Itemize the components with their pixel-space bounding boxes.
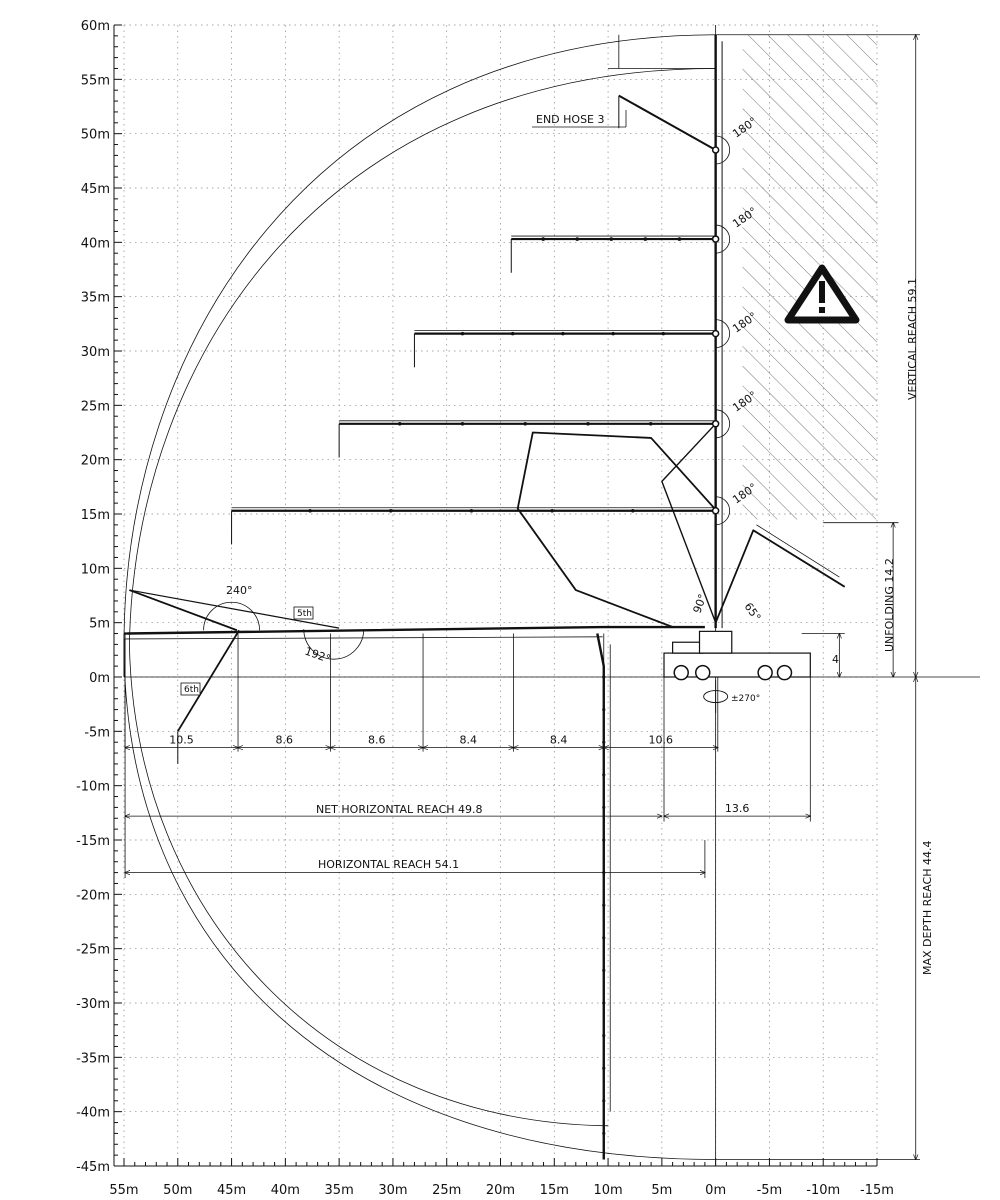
boom-rear-unfold	[716, 530, 845, 622]
boom-joint	[586, 422, 590, 426]
boom-horizontal-4m	[124, 627, 705, 634]
boom-joint	[611, 332, 615, 336]
y-tick-label: 55m	[80, 73, 110, 89]
angle-arc-240	[204, 602, 260, 630]
mast-joint	[713, 236, 719, 242]
angle-180-top: 180°	[730, 114, 760, 141]
y-tick-label: -30m	[76, 997, 110, 1012]
y-tick-label: -10m	[76, 779, 110, 795]
vertical-reach-label: VERTICAL REACH 59.1	[906, 278, 919, 400]
angle-180-31m: 180°	[730, 309, 760, 336]
boom-rear-unfold-edge	[757, 525, 840, 577]
truck-cab	[673, 642, 703, 653]
x-tick-label: 0m	[705, 1183, 727, 1198]
x-tick-label: 50m	[163, 1183, 193, 1198]
boom-joint	[649, 422, 653, 426]
truck-wheel	[777, 666, 791, 680]
y-tick-label: 45m	[80, 182, 110, 197]
y-tick-label: -45m	[76, 1160, 110, 1175]
segment-value-label: 8.6	[275, 733, 294, 747]
outer-reach-arc	[124, 35, 716, 1160]
y-tick-label: -20m	[76, 888, 110, 904]
horizontal-reach-label: HORIZONTAL REACH 54.1	[318, 858, 460, 871]
x-tick-label: 10m	[593, 1183, 623, 1198]
x-tick-label: 5m	[651, 1183, 673, 1198]
truck-wheel	[696, 666, 710, 680]
boom-top-fold	[619, 96, 716, 150]
section-6th-label: 6th	[184, 685, 199, 695]
boom-joint	[602, 1034, 605, 1037]
x-tick-label: -15m	[860, 1183, 894, 1198]
boom-joint	[602, 838, 605, 841]
boom-joint	[602, 806, 605, 809]
truck-length-value: 13.6	[724, 802, 750, 816]
boom-joint	[561, 332, 565, 336]
boom-joint	[308, 509, 312, 513]
y-tick-label: 40m	[80, 236, 110, 252]
boom-joint	[609, 237, 613, 241]
mast-joint	[713, 508, 719, 514]
mast-joint	[713, 421, 719, 427]
section-5th-label: 5th	[297, 609, 312, 619]
boom-joint	[511, 332, 515, 336]
y-tick-label: 60m	[80, 19, 110, 34]
boom-joint	[602, 1099, 605, 1102]
max-depth-reach-label: MAX DEPTH REACH 44.4	[921, 840, 934, 975]
boom-joint	[602, 1001, 605, 1004]
y-tick-label: -5m	[84, 725, 110, 741]
boom-joint	[470, 509, 474, 513]
truck-wheel	[674, 666, 688, 680]
y-tick-label: 30m	[80, 345, 110, 360]
y-tick-label: -35m	[76, 1051, 110, 1067]
boom-joint	[523, 422, 527, 426]
angle-192: 192°	[302, 644, 333, 666]
angle-65: 65°	[741, 600, 764, 624]
boom-joint	[602, 1067, 605, 1070]
x-tick-label: -5m	[756, 1183, 783, 1198]
x-tick-label: 55m	[109, 1183, 139, 1198]
boom-folded-inner	[662, 424, 716, 623]
truck-turret	[700, 631, 732, 653]
boom-joint	[602, 904, 605, 907]
x-tick-label: 15m	[539, 1183, 569, 1198]
segment-value-label: 8.6	[368, 733, 386, 747]
y-tick-label: 50m	[80, 127, 110, 143]
boom-joint	[541, 237, 545, 241]
x-tick-label: 35m	[324, 1183, 354, 1198]
x-tick-label: 20m	[485, 1183, 516, 1198]
boom-joint	[602, 969, 605, 972]
mast-joint	[713, 147, 719, 153]
boom-joint	[644, 237, 648, 241]
y-tick-label: 5m	[89, 616, 110, 632]
angle-180-15m: 180°	[730, 480, 760, 507]
boom-horizontal-4m-edge	[124, 637, 603, 639]
boom-5th-angled	[129, 590, 237, 630]
end-hose-label: END HOSE 3	[536, 113, 605, 126]
truck-wheel	[758, 666, 772, 680]
y-tick-label: 35m	[80, 290, 110, 306]
boom-joint	[678, 237, 682, 241]
y-tick-label: 20m	[80, 453, 110, 469]
net-horizontal-reach-label: NET HORIZONTAL REACH 49.8	[316, 803, 483, 816]
boom-joint	[661, 332, 665, 336]
boom-joint	[461, 422, 465, 426]
angle-90: 90°	[690, 592, 710, 616]
hatched-wall-area	[743, 35, 877, 520]
segment-value-label: 8.4	[459, 733, 477, 747]
angle-180-40m: 180°	[730, 204, 760, 231]
height-4-label: 4	[832, 653, 839, 666]
angle-240: 240°	[226, 584, 253, 597]
x-tick-label: 25m	[432, 1183, 462, 1198]
y-tick-label: -15m	[76, 834, 110, 849]
segment-value-label: 10.5	[169, 733, 194, 747]
unfolding-label: UNFOLDING 14.2	[883, 558, 896, 652]
boom-vertical-down	[597, 634, 603, 1160]
rotation-label: ±270°	[731, 694, 761, 704]
boom-joint	[631, 509, 635, 513]
inner-reach-arc	[129, 68, 715, 1125]
reach-envelope-arcs	[124, 35, 716, 1160]
boom-positions	[124, 35, 845, 1160]
segment-value-label: 8.4	[549, 733, 568, 747]
mast-joint	[713, 331, 719, 337]
y-tick-label: -25m	[76, 942, 110, 958]
angle-180-23m: 180°	[730, 388, 760, 415]
boom-joint	[602, 1132, 605, 1135]
boom-joint	[550, 509, 554, 513]
y-tick-label: 10m	[80, 562, 110, 578]
boom-joint	[602, 936, 605, 939]
y-tick-label: 0m	[89, 671, 110, 686]
boom-6th-angled	[178, 630, 239, 731]
x-tick-label: 40m	[270, 1183, 300, 1198]
boom-joint	[461, 332, 465, 336]
x-tick-label: 45m	[216, 1183, 247, 1198]
y-tick-label: -40m	[76, 1105, 110, 1121]
boom-joint	[575, 237, 579, 241]
y-tick-label: 15m	[80, 508, 110, 523]
boom-joint	[398, 422, 402, 426]
x-tick-label: -10m	[806, 1183, 841, 1198]
segment-value-label: 10.6	[648, 733, 674, 747]
boom-folded-diagonal	[518, 433, 716, 628]
boom-joint	[602, 773, 605, 776]
boom-joint	[389, 509, 393, 513]
y-tick-label: 25m	[80, 399, 110, 415]
x-tick-label: 30m	[378, 1183, 408, 1198]
